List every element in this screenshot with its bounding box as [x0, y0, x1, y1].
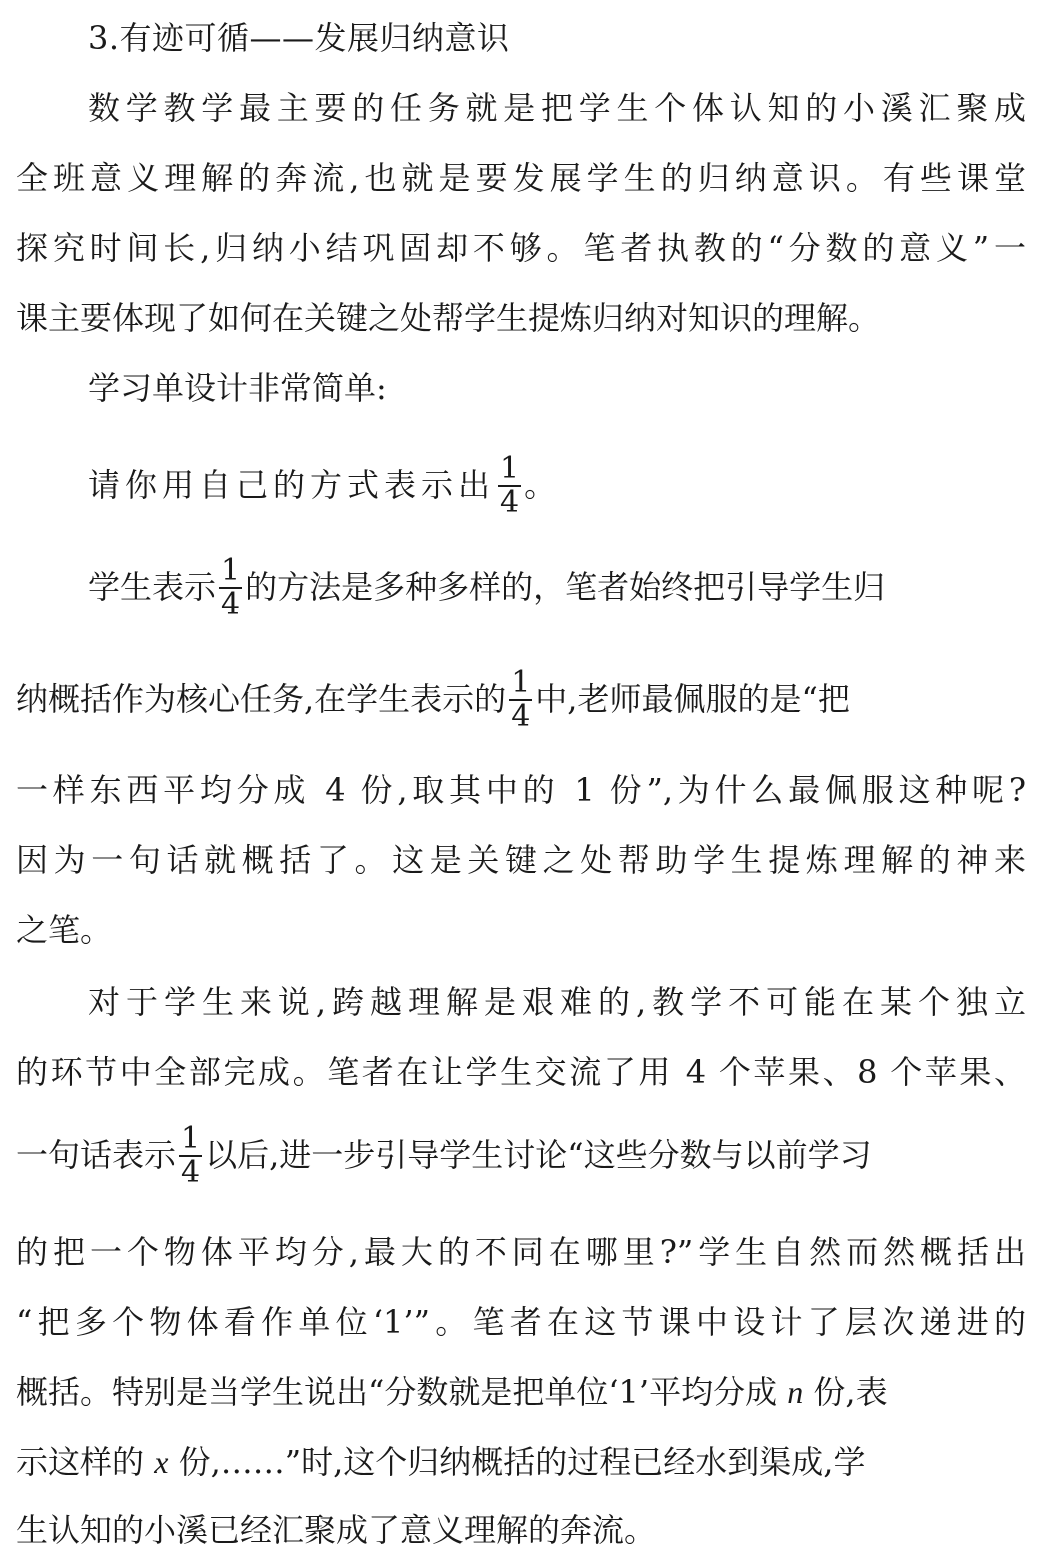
paragraph-4-line-2	[16, 664, 1026, 734]
p5-l3-before: 一句话表示	[16, 1136, 177, 1174]
fraction-denominator: 4	[181, 1154, 201, 1190]
variable-n: n	[787, 1374, 804, 1410]
section-heading: 3.有迹可循——发展归纳意识	[88, 19, 510, 57]
paragraph-5-line-8: 生认知的小溪已经汇聚成了意义理解的奔流。	[16, 1511, 657, 1549]
paragraph-5-line-3	[16, 1120, 1026, 1190]
p5-l6-before: 概括。特别是当学生说出“分数就是把单位‘1’平均分成	[16, 1373, 778, 1411]
paragraph-4-line-4: 因为一句话就概括了。这是关键之处帮助学生提炼理解的神来	[16, 841, 1026, 879]
worksheet-prompt	[88, 450, 1026, 520]
fraction-denominator: 4	[221, 586, 241, 622]
worksheet-prompt-text: 请你用自己的方式表示出	[88, 466, 496, 504]
fraction-denominator: 4	[500, 484, 520, 520]
fraction-numerator: 1	[511, 664, 531, 700]
fraction-one-quarter	[498, 450, 521, 520]
p5-l7-after: 份,……”时,这个归纳概括的过程已经水到渠成,学	[178, 1443, 866, 1481]
paragraph-2: 学习单设计非常简单:	[88, 369, 387, 407]
p5-l6-after: 份,表	[813, 1373, 888, 1411]
paragraph-5-line-1: 对于学生来说,跨越理解是艰难的,教学不可能在某个独立	[88, 983, 1026, 1021]
fraction-one-quarter	[219, 552, 242, 622]
paragraph-4-line-1	[88, 552, 1026, 622]
fraction-numerator: 1	[500, 450, 520, 486]
p5-l3-after: 以后,进一步引导学生讨论“这些分数与以前学习	[205, 1136, 872, 1174]
fraction-numerator: 1	[221, 552, 241, 588]
p5-l7-before: 示这样的	[16, 1443, 145, 1481]
fraction-one-quarter	[179, 1120, 202, 1190]
paragraph-5-line-5: “把多个物体看作单位‘1’”。笔者在这节课中设计了层次递进的	[16, 1303, 1026, 1341]
paragraph-4-line-5: 之笔。	[16, 911, 113, 949]
paragraph-5-line-7	[16, 1440, 1026, 1484]
variable-x: x	[154, 1444, 169, 1480]
paragraph-1-line-1: 数学教学最主要的任务就是把学生个体认知的小溪汇聚成	[88, 89, 1026, 127]
fraction-numerator: 1	[181, 1120, 201, 1156]
paragraph-5-line-6	[16, 1370, 1026, 1414]
paragraph-1-line-3: 探究时间长,归纳小结巩固却不够。笔者执教的“分数的意义”一	[16, 229, 1026, 267]
p4-l1-before: 学生表示	[88, 568, 217, 606]
paragraph-5-line-4: 的把一个物体平均分,最大的不同在哪里?”学生自然而然概括出	[16, 1233, 1026, 1271]
fraction-one-quarter	[509, 664, 532, 734]
p4-l2-after: 中,老师最佩服的是“把	[535, 680, 850, 718]
p4-l1-after: 的方法是多种多样的，笔者始终把引导学生归	[245, 568, 886, 606]
paragraph-1-line-4: 课主要体现了如何在关键之处帮学生提炼归纳对知识的理解。	[16, 299, 881, 337]
fraction-denominator: 4	[511, 698, 531, 734]
paragraph-1-line-2: 全班意义理解的奔流,也就是要发展学生的归纳意识。有些课堂	[16, 159, 1026, 197]
p4-l2-before: 纳概括作为核心任务,在学生表示的	[16, 680, 507, 718]
paragraph-4-line-3: 一样东西平均分成 4 份,取其中的 1 份”,为什么最佩服这种呢?	[16, 771, 1026, 809]
paragraph-5-line-2: 的环节中全部完成。笔者在让学生交流了用 4 个苹果、8 个苹果、	[16, 1053, 1026, 1091]
worksheet-prompt-end: 。	[524, 466, 557, 504]
